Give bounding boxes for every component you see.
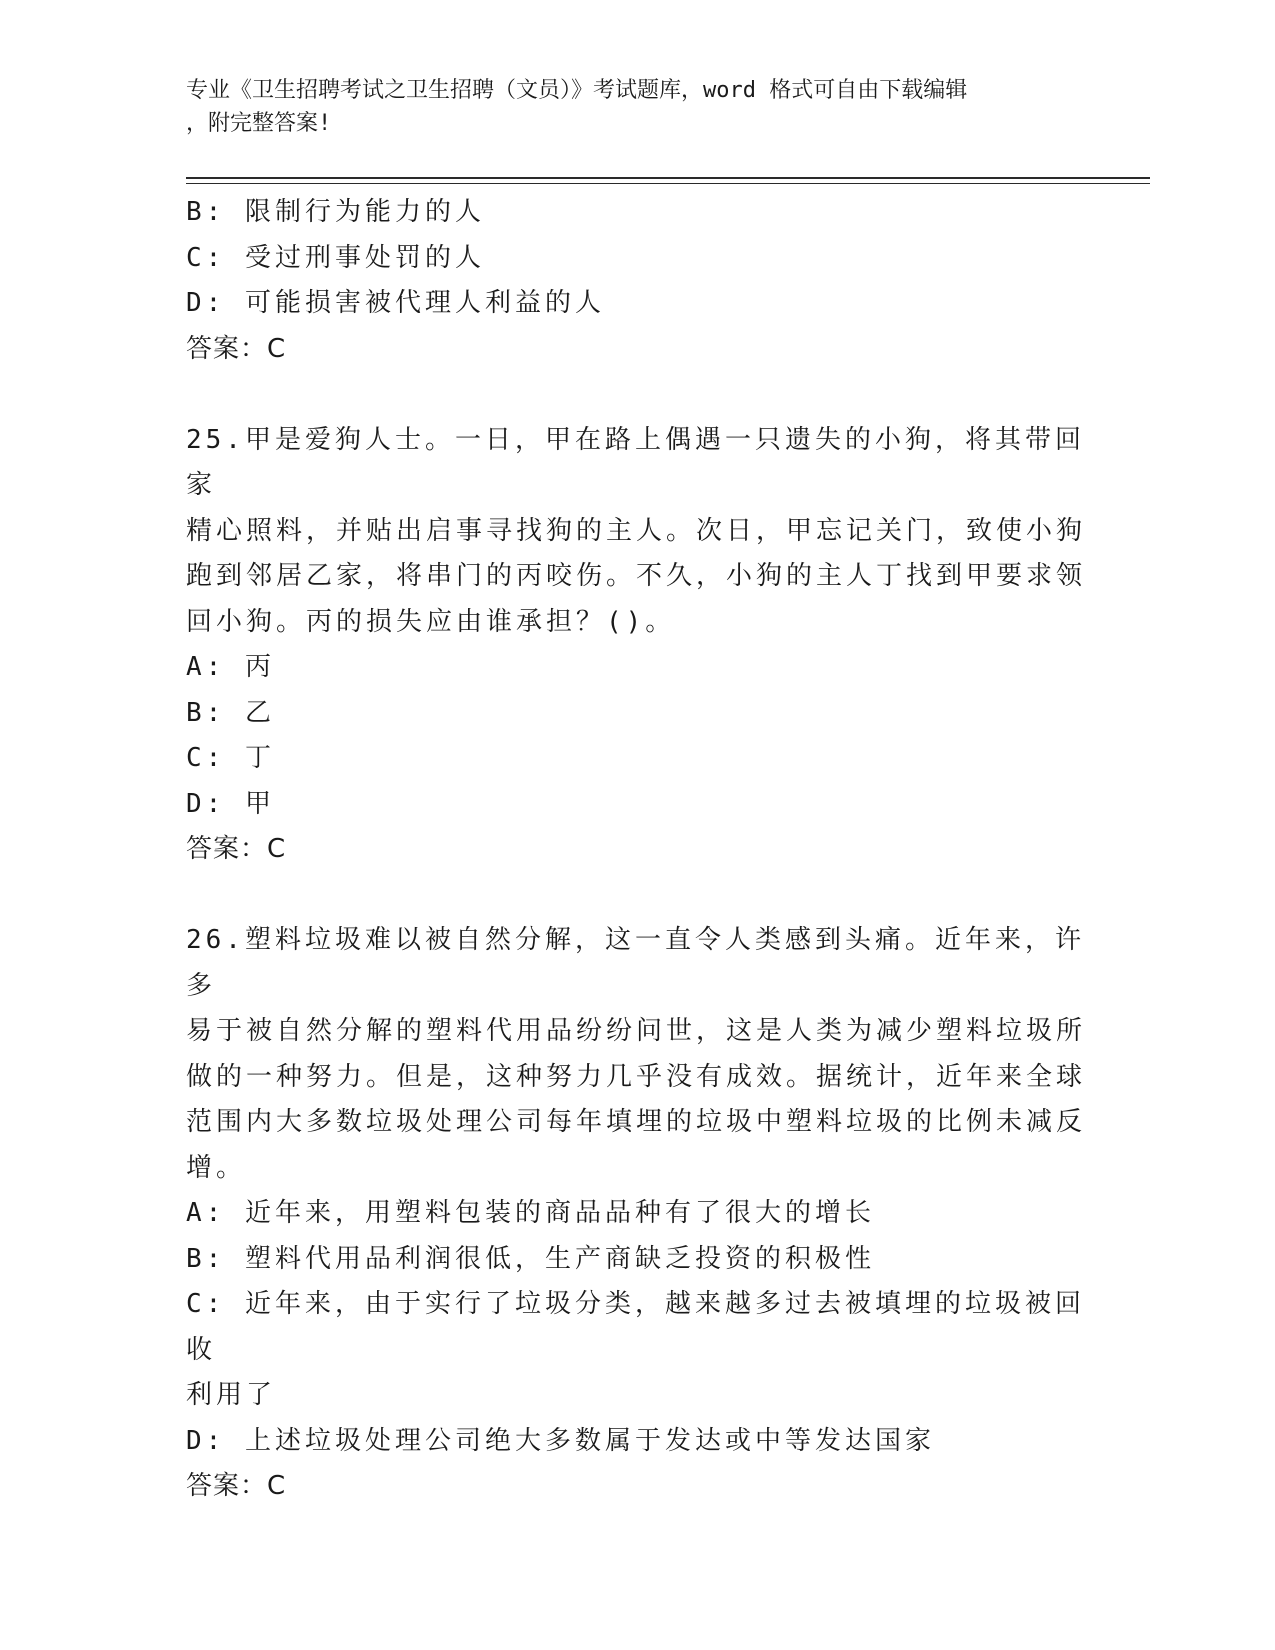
document-body xyxy=(186,190,1086,1510)
option-c: C: 丁 xyxy=(186,743,275,773)
answer-label: 答案：C xyxy=(186,834,287,864)
question-stem-line: 做的一种努力。但是，这种努力几乎没有成效。据统计，近年来全球 xyxy=(186,1061,1087,1092)
option-b: B: 乙 xyxy=(186,697,275,728)
document-header xyxy=(186,74,1066,140)
question-stem-line: 25.甲是爱狗人士。一日，甲在路上偶遇一只遗失的小狗，将其带回家 xyxy=(186,424,1085,500)
question-stem-line: 易于被自然分解的塑料代用品纷纷问世，这是人类为减少塑料垃圾所 xyxy=(186,1016,1087,1046)
header-divider-thin xyxy=(186,183,1150,184)
option-a: A: 丙 xyxy=(186,652,275,682)
question-26 xyxy=(186,918,1086,1510)
option-d: D: 可能损害被代理人利益的人 xyxy=(186,288,605,318)
option-d: D: 上述垃圾处理公司绝大多数属于发达或中等发达国家 xyxy=(186,1425,935,1456)
answer-label: 答案：C xyxy=(186,1471,287,1501)
option-c-continued: 利用了 xyxy=(186,1380,277,1410)
option-b: B: 塑料代用品利润很低，生产商缺乏投资的积极性 xyxy=(186,1243,875,1274)
question-stem-line: 精心照料，并贴出启事寻找狗的主人。次日，甲忘记关门，致使小狗 xyxy=(186,515,1087,546)
question-stem-line: 回小狗。丙的损失应由谁承担？()。 xyxy=(186,606,676,637)
question-stem-line: 增。 xyxy=(186,1152,247,1183)
question-25 xyxy=(186,418,1086,873)
header-title-line-2: ，附完整答案! xyxy=(186,111,332,136)
header-title-line-1: 专业《卫生招聘考试之卫生招聘（文员）》考试题库，word 格式可自由下载编辑 xyxy=(186,78,968,103)
question-stem-line: 跑到邻居乙家，将串门的丙咬伤。不久，小狗的主人丁找到甲要求领 xyxy=(186,561,1087,591)
option-c: C: 近年来，由于实行了垃圾分类，越来越多过去被填埋的垃圾被回收 xyxy=(186,1289,1085,1365)
option-d: D: 甲 xyxy=(186,788,275,819)
question-stem-line: 26.塑料垃圾难以被自然分解，这一直令人类感到头痛。近年来，许多 xyxy=(186,925,1085,1001)
option-b: B: 限制行为能力的人 xyxy=(186,197,485,227)
spacer xyxy=(186,873,1086,919)
answer-label: 答案：C xyxy=(186,333,287,364)
option-c: C: 受过刑事处罚的人 xyxy=(186,242,485,273)
header-divider-thick xyxy=(186,177,1150,179)
spacer xyxy=(186,372,1086,418)
question-24 xyxy=(186,190,1086,372)
question-stem-line: 范围内大多数垃圾处理公司每年填埋的垃圾中塑料垃圾的比例未减反 xyxy=(186,1107,1087,1137)
option-a: A: 近年来，用塑料包装的商品品种有了很大的增长 xyxy=(186,1198,875,1228)
